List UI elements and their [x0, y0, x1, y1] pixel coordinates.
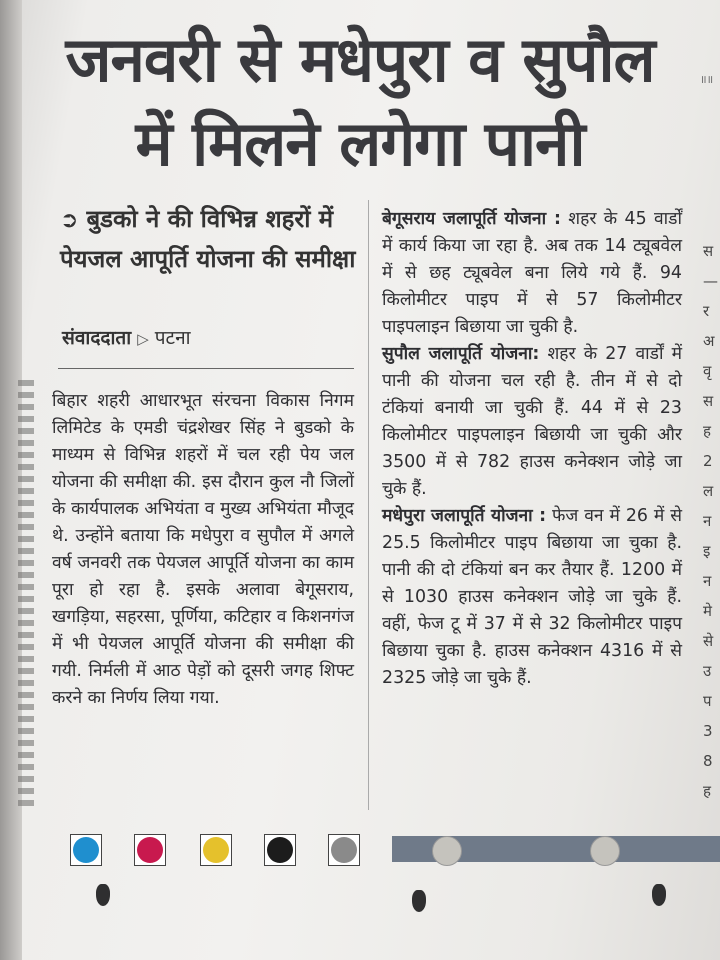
edge-glyph: स	[703, 392, 714, 410]
color-swatch-yellow	[200, 834, 232, 866]
byline-name: संवाददाता	[62, 327, 132, 349]
column-divider	[368, 200, 369, 810]
begusarai-lead: बेगूसराय जलापूर्ति योजना :	[382, 209, 561, 229]
adjacent-article-edge	[703, 236, 720, 816]
swatch-dot	[267, 837, 293, 863]
paper-tear-mark	[652, 884, 666, 906]
paper-tear-mark	[96, 884, 110, 906]
madhepura-lead: मधेपुरा जलापूर्ति योजना :	[382, 506, 547, 526]
edge-glyph: स	[703, 242, 714, 260]
madhepura-text: फेज वन में 26 में से 25.5 किलोमीटर पाइप बिछाया जा चुका है. पानी की दो टंकियां बन कर तैयार हैं. 1200 में से 1030 हाउस कनेक्शन जोड़े जा चुके हैं. वहीं, फेज टू में 37 में से 32 किलोमीटर पाइप बिछाया चुका है. हाउस कनेक्शन 4316 में से 2325 जोड़े जा चुके हैं.	[382, 506, 682, 688]
edge-glyph: 2	[703, 452, 713, 470]
headline-line-2: में मिलने लगेगा पानी	[135, 107, 585, 180]
byline-location: पटना	[154, 327, 191, 349]
edge-glyph: ल	[703, 482, 714, 500]
edge-glyph: अ	[703, 332, 715, 350]
edge-glyph: 3	[703, 722, 713, 740]
edge-glyph: र	[703, 302, 710, 320]
color-swatch-magenta	[134, 834, 166, 866]
edge-glyph: से	[703, 632, 714, 650]
left-column	[52, 388, 354, 712]
edge-glyph: —	[703, 272, 718, 290]
headline-line-1: जनवरी से मधेपुरा व सुपौल	[65, 23, 655, 96]
begusarai-text: शहर के 45 वार्डों में कार्य किया जा रहा है. अब तक 14 ट्यूबवेल में से छह ट्यूबवेल बना लिये गये हैं. 94 किलोमीटर पाइप में से 57 किलोमीटर पाइपलाइन बिछाया जा चुकी है.	[382, 209, 682, 337]
begusarai-paragraph	[382, 206, 682, 341]
printer-tick-mark: ॥॥	[700, 73, 714, 86]
byline	[62, 324, 362, 353]
left-column-text: बिहार शहरी आधारभूत संरचना विकास निगम लिमिटेड के एमडी चंद्रशेखर सिंह ने बुडको के माध्यम से विभिन्न शहरों में चल रही पेय जल योजना की समीक्षा की. इस दौरान कुल नौ जिलों के कार्यपालक अभियंता व मुख्य अभियंता मौजूद थे. उन्होंने बताया कि मधेपुरा व सुपौल में अगले वर्ष जनवरी तक पेयजल आपूर्ति योजना का काम पूरा हो रहा है. इसके अलावा बेगूसराय, खगड़िया, सहरसा, पूर्णिया, कटिहार व किशनगंज में भी पेयजल आपूर्ति योजना की समीक्षा की गयी. निर्मली में आठ पेड़ों को दूसरी जगह शिफ्ट करने का निर्णय लिया गया.	[52, 391, 354, 708]
supaul-paragraph	[382, 341, 682, 503]
edge-glyph: उ	[703, 662, 712, 680]
swatch-dot	[137, 837, 163, 863]
article-deck	[60, 200, 360, 278]
edge-glyph: इ	[703, 542, 711, 560]
supaul-lead: सुपौल जलापूर्ति योजना:	[382, 344, 540, 364]
right-column	[382, 206, 682, 692]
color-swatch-cyan	[70, 834, 102, 866]
edge-glyph: ह	[703, 782, 711, 800]
printer-color-bar	[60, 834, 720, 874]
color-swatch-black	[264, 834, 296, 866]
paper-tear-mark	[412, 890, 426, 912]
registration-circle	[432, 836, 462, 866]
triangle-icon: ▷	[137, 330, 149, 348]
edge-glyph: 8	[703, 752, 713, 770]
color-swatch-gray	[328, 834, 360, 866]
edge-glyph: न	[703, 512, 712, 530]
margin-dashes	[18, 380, 34, 810]
deck-text: बुडको ने की विभिन्न शहरों में पेयजल आपूर्ति योजना की समीक्षा	[60, 205, 356, 273]
madhepura-paragraph	[382, 503, 682, 692]
edge-glyph: प	[703, 692, 712, 710]
registration-circle	[590, 836, 620, 866]
edge-glyph: ह	[703, 422, 711, 440]
swatch-dot	[203, 837, 229, 863]
byline-divider	[58, 368, 354, 369]
edge-glyph: वृ	[703, 362, 712, 380]
swatch-dot	[73, 837, 99, 863]
edge-glyph: मे	[703, 602, 712, 620]
supaul-text: शहर के 27 वार्डों में पानी की योजना चल रही है. तीन में से दो टंकियां बनायी जा चुकी हैं. 44 में से 23 किलोमीटर पाइपलाइन बिछायी जा चुकी और 3500 में से 782 हाउस कनेक्शन जोड़े जा चुके हैं.	[382, 344, 683, 499]
arrow-icon: ➲	[60, 208, 79, 233]
edge-glyph: न	[703, 572, 712, 590]
article-headline	[40, 18, 680, 186]
swatch-dot	[331, 837, 357, 863]
